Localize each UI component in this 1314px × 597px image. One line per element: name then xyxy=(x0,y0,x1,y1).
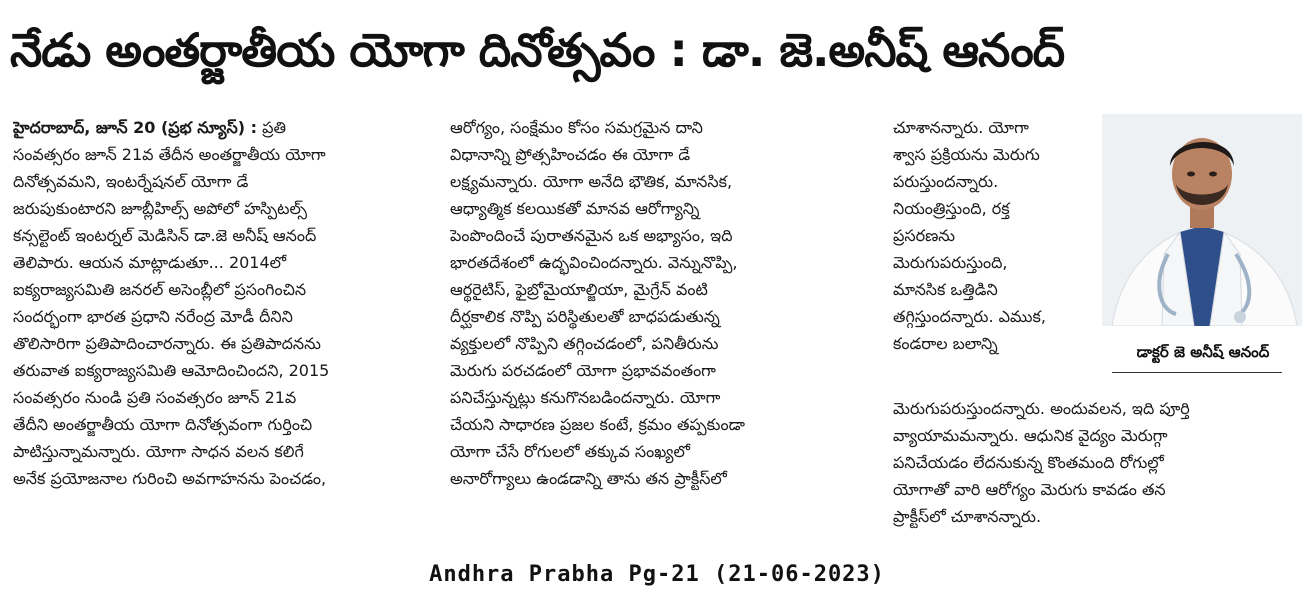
article-line: నియంత్రిస్తుంది, రక్త xyxy=(893,199,1010,218)
article-column-3-top xyxy=(893,114,1098,357)
article-line: మెరుగుపరుస్తుందన్నారు. అందువలన, ఇది పూర్తి xyxy=(893,399,1190,418)
article-column-2 xyxy=(450,114,850,492)
article-line: మెరుగుపరుస్తుంది, xyxy=(893,253,1008,272)
article-line: పనిచేయడం లేదనుకున్న కొంతమంది రోగుల్లో xyxy=(893,453,1164,472)
article-line: లక్ష్యమన్నారు. యోగా అనేది భౌతిక, మానసిక, xyxy=(450,172,733,191)
article-line: కండరాల బలాన్ని xyxy=(893,334,998,353)
article-line: అనేక ప్రయోజనాల గురించి అవగాహనను పెంచడం, xyxy=(13,469,327,488)
article-line: యోగా చేసే రోగులలో తక్కువ సంఖ్యలో xyxy=(450,442,690,461)
doctor-photo xyxy=(1102,114,1302,326)
headline: నేడు అంతర్జాతీయ యోగా దినోత్సవం : డా. జె.అనీష్ ఆనంద్ xyxy=(10,23,1065,77)
article-line: ఆరోగ్యం, సంక్షేమం కోసం సమగ్రమైన దాని xyxy=(450,118,703,137)
caption-divider xyxy=(1112,372,1282,373)
article-line: తగ్గిస్తుందన్నారు. ఎముక, xyxy=(893,307,1046,326)
article-line: పెంపొందించే పురాతనమైన ఒక అభ్యాసం, ఇది xyxy=(450,226,733,245)
article-line: శ్వాస ప్రక్రియను మెరుగు xyxy=(893,145,1040,164)
article-line: వ్యక్తులలో నొప్పిని తగ్గించడంలో, పనితీరును xyxy=(450,334,719,353)
dateline: హైదరాబాద్, జూన్ 20 (ప్రభ న్యూస్) : xyxy=(13,118,258,137)
article-line: ఆర్థరైటిస్, ఫైబ్రోమైయాల్జియా, మైగ్రేన్ వంటి xyxy=(450,280,708,299)
article-line: సంవత్సరం నుండి ప్రతి సంవత్సరం జూన్ 21వ xyxy=(13,388,297,407)
article-line: ఐక్యరాజ్యసమితి జనరల్ అసెంబ్లీలో ప్రసంగించిన xyxy=(13,280,307,299)
article-line: ఆధ్యాత్మిక కలయికతో మానవ ఆరోగ్యాన్ని xyxy=(450,199,700,218)
article-line: ప్రాక్టీస్‌లో చూశానన్నారు. xyxy=(893,507,1042,526)
source-line: Andhra Prabha Pg-21 (21-06-2023) xyxy=(429,562,885,587)
article-line: తరువాత ఐక్యరాజ్యసమితి ఆమోదించిందని, 2015 xyxy=(13,361,330,380)
article-line: పనిచేస్తున్నట్లు కనుగొనబడిందన్నారు. యోగా xyxy=(450,388,721,407)
article-line: అనారోగ్యాలు ఉండడాన్ని తాను తన ప్రాక్టీస్‌లో xyxy=(450,469,727,488)
article-line: చేయని సాధారణ ప్రజల కంటే, క్రమం తప్పకుండా xyxy=(450,415,745,434)
article-line: ప్రతి xyxy=(257,118,287,137)
article-line: వ్యాయామమన్నారు. ఆధునిక వైద్యం మెరుగ్గా xyxy=(893,426,1168,445)
article-line: తెలిపారు. ఆయన మాట్లాడుతూ... 2014లో xyxy=(13,253,287,272)
article-line: తేదీని అంతర్జాతీయ యోగా దినోత్సవంగా గుర్తించి xyxy=(13,415,313,434)
article-line: జరుపుకుంటారని జూబ్లీహిల్స్ అపోలో హస్పిటల్స్ xyxy=(13,199,308,218)
article-line: మానసిక ఒత్తిడిని xyxy=(893,280,998,299)
article-line: కన్సల్టెంట్ ఇంటర్నల్ మెడిసిన్ డా.జె అనీష్ ఆనంద్ xyxy=(13,226,317,245)
article-line: దీర్ఘకాలిక నొప్పి పరిస్థితులతో బాధపడుతున్న xyxy=(450,307,720,326)
article-line: పాటిస్తున్నామన్నారు. యోగా సాధన వలన కలిగే xyxy=(13,442,304,461)
article-line: మెరుగు పరచడంలో యోగా ప్రభావవంతంగా xyxy=(450,361,716,380)
article-line: ప్రసరణను xyxy=(893,226,956,245)
first-line xyxy=(13,114,418,141)
photo-caption: డాక్టర్ జె అనీష్ ఆనంద్ xyxy=(1136,343,1270,361)
article-line: యోగాతో వారి ఆరోగ్యం మెరుగు కావడం తన xyxy=(893,480,1166,499)
doctor-portrait-icon xyxy=(1102,114,1302,326)
article-line: దినోత్సవమని, ఇంటర్నేషనల్ యోగా డే xyxy=(13,172,249,191)
article-line: భారతదేశంలో ఉద్భవించిందన్నారు. వెన్నునొప్పి, xyxy=(450,253,738,272)
article-line: తొలిసారిగా ప్రతిపాదించారన్నారు. ఈ ప్రతిపాదనను xyxy=(13,334,321,353)
article-line: విధానాన్ని ప్రోత్సహించడం ఈ యోగా డే xyxy=(450,145,691,164)
article-line: సంవత్సరం జూన్ 21వ తేదీన అంతర్జాతీయ యోగా xyxy=(13,145,326,164)
article-line: పరుస్తుందన్నారు. xyxy=(893,172,999,191)
article-column-3-bottom xyxy=(893,395,1303,530)
article-line: చూశానన్నారు. యోగా xyxy=(893,118,1029,137)
article-line: సందర్భంగా భారత ప్రధాని నరేంద్ర మోడీ దీనిని xyxy=(13,307,293,326)
article-column-1 xyxy=(13,114,418,492)
